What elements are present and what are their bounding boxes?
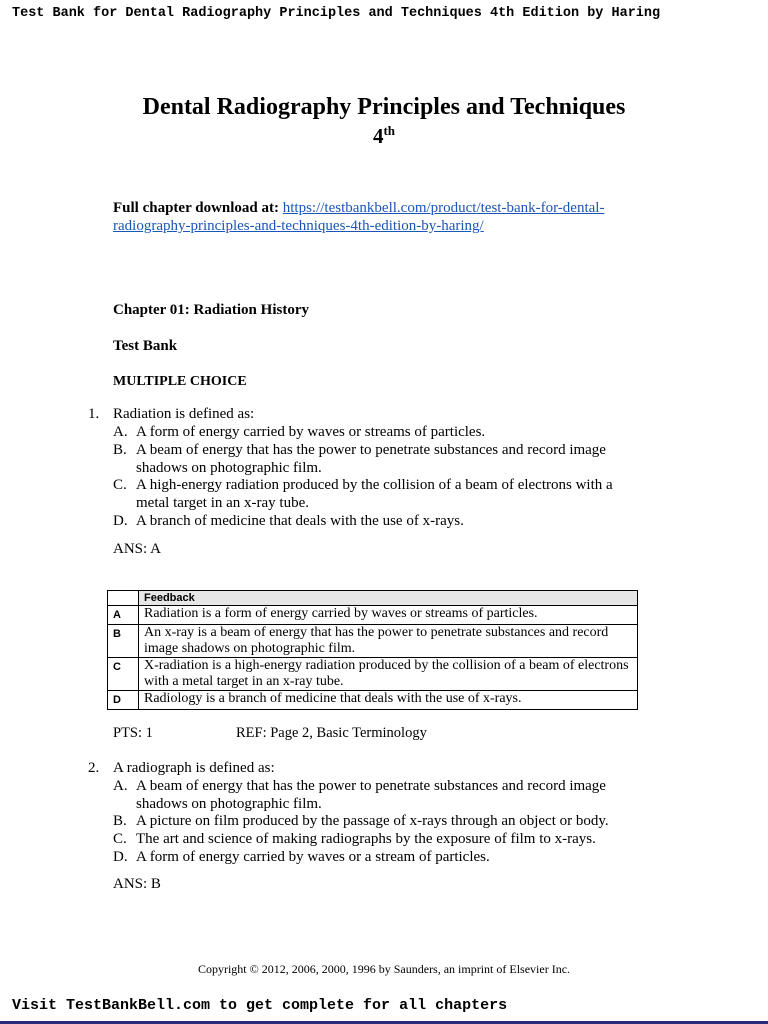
option-letter: B. — [113, 813, 127, 829]
option-text: A beam of energy that has the power to penetrate substances and record image shadows on photographic film. — [136, 442, 606, 476]
feedback-key: B — [108, 625, 139, 658]
feedback-row — [108, 691, 638, 710]
question-stem: Radiation is defined as: — [113, 406, 255, 422]
feedback-text: An x-ray is a beam of energy that has the power to penetrate substances and record image shadows on photographic film. — [139, 625, 638, 658]
download-label: Full chapter download at: — [113, 200, 283, 216]
option-text: The art and science of making radiographs by the exposure of film to x-rays. — [136, 831, 596, 847]
edition-number: 4 — [372, 124, 384, 148]
header-banner: Test Bank for Dental Radiography Principles and Techniques 4th Edition by Haring — [12, 6, 661, 21]
download-link-line1[interactable]: https://testbankbell.com/product/test-bank-for-dental- — [282, 200, 605, 216]
feedback-table — [107, 590, 638, 710]
question-number: 1. — [88, 406, 100, 422]
option-text: A beam of energy that has the power to penetrate substances and record image shadows on photographic film. — [136, 778, 606, 812]
points-reference-line — [113, 725, 427, 742]
edition-suffix: th — [383, 123, 396, 138]
option-letter: A. — [113, 424, 128, 440]
option-text: A picture on film produced by the passage of x-rays through an object or body. — [136, 813, 609, 829]
feedback-text: Radiation is a form of energy carried by waves or streams of particles. — [139, 606, 638, 625]
question-2 — [0, 760, 768, 870]
option-text: A branch of medicine that deals with the use of x-rays. — [136, 513, 464, 529]
option-letter: B. — [113, 442, 127, 458]
option-letter: D. — [113, 849, 128, 865]
feedback-key: A — [108, 606, 139, 625]
option-letter: D. — [113, 513, 128, 529]
option-text: A form of energy carried by waves or streams of particles. — [136, 424, 486, 440]
chapter-heading: Chapter 01: Radiation History — [113, 302, 309, 318]
feedback-text: X-radiation is a high-energy radiation produced by the collision of a beam of electrons with a metal target in an x-ray tube. — [139, 658, 638, 691]
option-letter: C. — [113, 477, 127, 493]
reference: REF: Page 2, Basic Terminology — [236, 725, 427, 741]
question-1 — [0, 406, 768, 536]
feedback-row — [108, 658, 638, 691]
option-text: A form of energy carried by waves or a stream of particles. — [136, 849, 490, 865]
subsection-heading: MULTIPLE CHOICE — [113, 374, 247, 389]
download-link-line2[interactable]: radiography-principles-and-techniques-4th-edition-by-haring/ — [113, 218, 484, 234]
question-number: 2. — [88, 760, 100, 776]
question-stem: A radiograph is defined as: — [113, 760, 275, 776]
option-text: A high-energy radiation produced by the collision of a beam of electrons with a metal target in an x-ray tube. — [136, 477, 613, 511]
copyright-notice: Copyright © 2012, 2006, 2000, 1996 by Saunders, an imprint of Elsevier Inc. — [197, 962, 571, 976]
feedback-text: Radiology is a branch of medicine that deals with the use of x-rays. — [139, 691, 638, 710]
feedback-header: Feedback — [139, 591, 638, 606]
answer-1: ANS: A — [113, 541, 161, 557]
answer-2: ANS: B — [113, 876, 161, 892]
feedback-row — [108, 606, 638, 625]
section-heading: Test Bank — [113, 338, 178, 354]
feedback-key: D — [108, 691, 139, 710]
option-letter: A. — [113, 778, 128, 794]
option-letter: C. — [113, 831, 127, 847]
feedback-row — [108, 625, 638, 658]
document-edition — [0, 124, 768, 149]
footer-banner: Visit TestBankBell.com to get complete for all chapters — [12, 997, 508, 1014]
download-block — [113, 199, 633, 235]
feedback-key: C — [108, 658, 139, 691]
document-title: Dental Radiography Principles and Techniques — [142, 94, 626, 120]
feedback-header-row — [108, 591, 638, 606]
points: PTS: 1 — [113, 725, 153, 741]
